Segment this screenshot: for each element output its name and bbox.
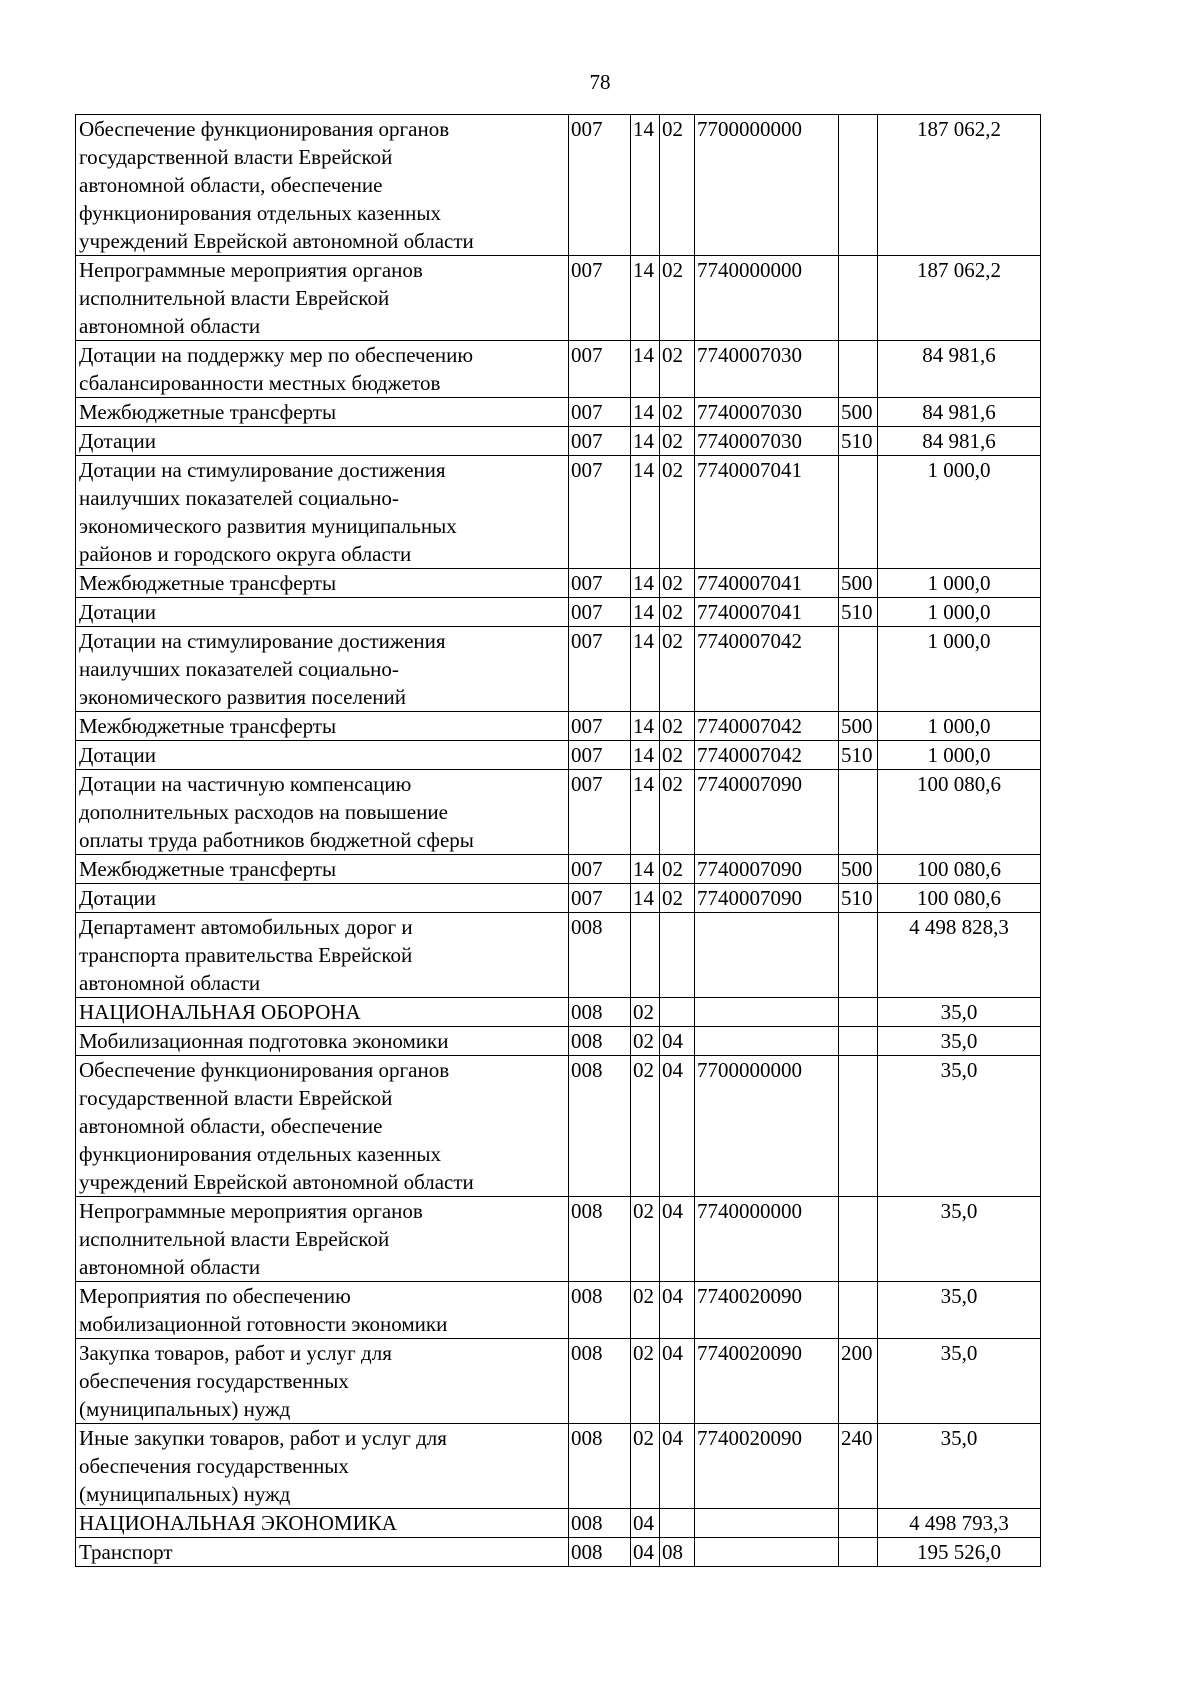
table-row xyxy=(76,1197,1041,1282)
cell-name: Транспорт xyxy=(76,1538,569,1567)
cell-section-code: 02 xyxy=(631,1056,660,1197)
cell-expense-type: 500 xyxy=(839,712,878,741)
cell-expense-type: 500 xyxy=(839,569,878,598)
table-row xyxy=(76,998,1041,1027)
cell-section-code: 14 xyxy=(631,115,660,256)
cell-name: Межбюджетные трансферты xyxy=(76,712,569,741)
cell-amount: 35,0 xyxy=(878,1197,1041,1282)
cell-subsection-code: 08 xyxy=(660,1538,695,1567)
cell-amount: 100 080,6 xyxy=(878,855,1041,884)
cell-amount: 1 000,0 xyxy=(878,741,1041,770)
cell-target-article: 7740007041 xyxy=(695,569,839,598)
cell-amount: 1 000,0 xyxy=(878,456,1041,569)
cell-ministry-code: 007 xyxy=(569,855,631,884)
cell-ministry-code: 008 xyxy=(569,1424,631,1509)
cell-subsection-code: 02 xyxy=(660,770,695,855)
cell-name: Межбюджетные трансферты xyxy=(76,398,569,427)
cell-expense-type: 240 xyxy=(839,1424,878,1509)
table-row xyxy=(76,1027,1041,1056)
cell-section-code: 14 xyxy=(631,712,660,741)
cell-name: Дотации на частичную компенсацию дополнительных расходов на повышение оплаты труда работников бюджетной сферы xyxy=(76,770,569,855)
cell-target-article: 7740007030 xyxy=(695,341,839,398)
cell-name: Дотации на поддержку мер по обеспечению сбалансированности местных бюджетов xyxy=(76,341,569,398)
cell-section-code: 02 xyxy=(631,998,660,1027)
cell-expense-type xyxy=(839,913,878,998)
table-row xyxy=(76,855,1041,884)
cell-amount: 35,0 xyxy=(878,1424,1041,1509)
cell-subsection-code: 04 xyxy=(660,1056,695,1197)
cell-target-article: 7740007090 xyxy=(695,884,839,913)
cell-amount: 84 981,6 xyxy=(878,341,1041,398)
cell-target-article: 7740000000 xyxy=(695,256,839,341)
cell-target-article xyxy=(695,1509,839,1538)
cell-section-code: 02 xyxy=(631,1424,660,1509)
cell-subsection-code: 04 xyxy=(660,1027,695,1056)
cell-name: Дотации на стимулирование достижения наилучших показателей социально- экономического развития муниципальных районов и городского округа области xyxy=(76,456,569,569)
cell-target-article: 7740020090 xyxy=(695,1282,839,1339)
cell-subsection-code xyxy=(660,998,695,1027)
cell-expense-type: 510 xyxy=(839,598,878,627)
table-row xyxy=(76,456,1041,569)
cell-amount: 35,0 xyxy=(878,1339,1041,1424)
cell-target-article xyxy=(695,1027,839,1056)
cell-name: Мобилизационная подготовка экономики xyxy=(76,1027,569,1056)
cell-subsection-code: 04 xyxy=(660,1339,695,1424)
cell-target-article: 7740007041 xyxy=(695,456,839,569)
cell-amount: 35,0 xyxy=(878,1282,1041,1339)
cell-expense-type xyxy=(839,456,878,569)
cell-target-article xyxy=(695,1538,839,1567)
cell-name: Департамент автомобильных дорог и транспорта правительства Еврейской автономной области xyxy=(76,913,569,998)
table-row xyxy=(76,398,1041,427)
cell-ministry-code: 008 xyxy=(569,1282,631,1339)
cell-ministry-code: 008 xyxy=(569,1056,631,1197)
cell-expense-type xyxy=(839,1056,878,1197)
cell-expense-type xyxy=(839,1538,878,1567)
cell-target-article: 7740007030 xyxy=(695,398,839,427)
table-row xyxy=(76,1282,1041,1339)
cell-expense-type xyxy=(839,115,878,256)
cell-subsection-code: 02 xyxy=(660,855,695,884)
cell-ministry-code: 007 xyxy=(569,427,631,456)
cell-target-article: 7700000000 xyxy=(695,1056,839,1197)
table-row xyxy=(76,1538,1041,1567)
cell-amount: 100 080,6 xyxy=(878,770,1041,855)
cell-subsection-code: 02 xyxy=(660,884,695,913)
cell-section-code: 14 xyxy=(631,456,660,569)
cell-target-article xyxy=(695,913,839,998)
cell-ministry-code: 007 xyxy=(569,256,631,341)
cell-subsection-code: 04 xyxy=(660,1197,695,1282)
cell-name: Дотации xyxy=(76,741,569,770)
cell-target-article: 7740007090 xyxy=(695,855,839,884)
cell-section-code: 14 xyxy=(631,855,660,884)
cell-name: НАЦИОНАЛЬНАЯ ЭКОНОМИКА xyxy=(76,1509,569,1538)
cell-subsection-code: 04 xyxy=(660,1282,695,1339)
cell-amount: 187 062,2 xyxy=(878,115,1041,256)
cell-amount: 35,0 xyxy=(878,998,1041,1027)
table-row xyxy=(76,256,1041,341)
cell-ministry-code: 007 xyxy=(569,884,631,913)
page-number: 78 xyxy=(589,70,611,94)
cell-target-article: 7740007042 xyxy=(695,627,839,712)
cell-amount: 1 000,0 xyxy=(878,627,1041,712)
cell-target-article xyxy=(695,998,839,1027)
cell-amount: 35,0 xyxy=(878,1027,1041,1056)
cell-ministry-code: 008 xyxy=(569,1197,631,1282)
cell-amount: 35,0 xyxy=(878,1056,1041,1197)
cell-expense-type xyxy=(839,1027,878,1056)
cell-subsection-code: 02 xyxy=(660,741,695,770)
cell-name: Дотации xyxy=(76,598,569,627)
cell-expense-type xyxy=(839,256,878,341)
cell-ministry-code: 007 xyxy=(569,341,631,398)
table-row xyxy=(76,115,1041,256)
cell-target-article: 7740007042 xyxy=(695,741,839,770)
cell-ministry-code: 008 xyxy=(569,1339,631,1424)
cell-name: Межбюджетные трансферты xyxy=(76,855,569,884)
table-row xyxy=(76,569,1041,598)
cell-expense-type xyxy=(839,770,878,855)
cell-subsection-code: 02 xyxy=(660,256,695,341)
cell-subsection-code xyxy=(660,913,695,998)
cell-amount: 100 080,6 xyxy=(878,884,1041,913)
cell-section-code: 14 xyxy=(631,341,660,398)
cell-name: Иные закупки товаров, работ и услуг для обеспечения государственных (муниципальных) нужд xyxy=(76,1424,569,1509)
cell-ministry-code: 007 xyxy=(569,115,631,256)
table-row xyxy=(76,1339,1041,1424)
cell-amount: 84 981,6 xyxy=(878,427,1041,456)
cell-target-article: 7740000000 xyxy=(695,1197,839,1282)
cell-section-code: 02 xyxy=(631,1027,660,1056)
cell-subsection-code: 02 xyxy=(660,115,695,256)
table-row xyxy=(76,427,1041,456)
cell-section-code xyxy=(631,913,660,998)
cell-ministry-code: 008 xyxy=(569,913,631,998)
cell-section-code: 04 xyxy=(631,1509,660,1538)
cell-subsection-code xyxy=(660,1509,695,1538)
table-row xyxy=(76,1424,1041,1509)
cell-ministry-code: 008 xyxy=(569,998,631,1027)
cell-amount: 195 526,0 xyxy=(878,1538,1041,1567)
table-row xyxy=(76,598,1041,627)
table-row xyxy=(76,341,1041,398)
cell-amount: 84 981,6 xyxy=(878,398,1041,427)
cell-section-code: 14 xyxy=(631,256,660,341)
cell-expense-type xyxy=(839,998,878,1027)
cell-section-code: 02 xyxy=(631,1339,660,1424)
cell-section-code: 14 xyxy=(631,884,660,913)
cell-ministry-code: 007 xyxy=(569,398,631,427)
cell-target-article: 7740020090 xyxy=(695,1424,839,1509)
cell-ministry-code: 007 xyxy=(569,569,631,598)
cell-expense-type: 500 xyxy=(839,855,878,884)
cell-subsection-code: 02 xyxy=(660,712,695,741)
cell-expense-type: 510 xyxy=(839,427,878,456)
cell-section-code: 14 xyxy=(631,627,660,712)
cell-expense-type: 510 xyxy=(839,884,878,913)
cell-ministry-code: 007 xyxy=(569,456,631,569)
table-row xyxy=(76,770,1041,855)
cell-target-article: 7740007042 xyxy=(695,712,839,741)
cell-expense-type: 200 xyxy=(839,1339,878,1424)
cell-name: Дотации на стимулирование достижения наилучших показателей социально- экономического развития поселений xyxy=(76,627,569,712)
cell-section-code: 14 xyxy=(631,398,660,427)
table-row xyxy=(76,1509,1041,1538)
cell-amount: 187 062,2 xyxy=(878,256,1041,341)
cell-name: Обеспечение функционирования органов государственной власти Еврейской автономной области, обеспечение функционирования отдельных казенных учреждений Еврейской автономной области xyxy=(76,1056,569,1197)
table-row xyxy=(76,913,1041,998)
cell-ministry-code: 007 xyxy=(569,627,631,712)
cell-subsection-code: 02 xyxy=(660,427,695,456)
cell-ministry-code: 008 xyxy=(569,1027,631,1056)
cell-section-code: 02 xyxy=(631,1282,660,1339)
cell-section-code: 14 xyxy=(631,569,660,598)
table-row xyxy=(76,884,1041,913)
cell-name: НАЦИОНАЛЬНАЯ ОБОРОНА xyxy=(76,998,569,1027)
cell-section-code: 14 xyxy=(631,427,660,456)
table-row xyxy=(76,741,1041,770)
cell-target-article: 7740007090 xyxy=(695,770,839,855)
table-row xyxy=(76,627,1041,712)
cell-target-article: 7740020090 xyxy=(695,1339,839,1424)
cell-name: Дотации xyxy=(76,884,569,913)
cell-expense-type xyxy=(839,1509,878,1538)
cell-ministry-code: 007 xyxy=(569,770,631,855)
cell-target-article: 7740007041 xyxy=(695,598,839,627)
cell-name: Межбюджетные трансферты xyxy=(76,569,569,598)
table-row xyxy=(76,712,1041,741)
cell-subsection-code: 04 xyxy=(660,1424,695,1509)
cell-ministry-code: 007 xyxy=(569,598,631,627)
cell-section-code: 14 xyxy=(631,770,660,855)
cell-name: Дотации xyxy=(76,427,569,456)
cell-name: Мероприятия по обеспечению мобилизационной готовности экономики xyxy=(76,1282,569,1339)
cell-name: Непрограммные мероприятия органов исполнительной власти Еврейской автономной области xyxy=(76,1197,569,1282)
cell-expense-type: 500 xyxy=(839,398,878,427)
cell-section-code: 14 xyxy=(631,741,660,770)
cell-amount: 1 000,0 xyxy=(878,569,1041,598)
cell-ministry-code: 008 xyxy=(569,1509,631,1538)
table-body xyxy=(76,115,1041,1567)
cell-section-code: 04 xyxy=(631,1538,660,1567)
cell-ministry-code: 007 xyxy=(569,741,631,770)
cell-subsection-code: 02 xyxy=(660,456,695,569)
cell-expense-type xyxy=(839,1282,878,1339)
cell-expense-type xyxy=(839,1197,878,1282)
cell-target-article: 7740007030 xyxy=(695,427,839,456)
cell-amount: 1 000,0 xyxy=(878,598,1041,627)
cell-subsection-code: 02 xyxy=(660,398,695,427)
cell-amount: 4 498 828,3 xyxy=(878,913,1041,998)
cell-subsection-code: 02 xyxy=(660,341,695,398)
cell-ministry-code: 007 xyxy=(569,712,631,741)
cell-target-article: 7700000000 xyxy=(695,115,839,256)
cell-amount: 1 000,0 xyxy=(878,712,1041,741)
cell-section-code: 14 xyxy=(631,598,660,627)
cell-name: Обеспечение функционирования органов государственной власти Еврейской автономной области, обеспечение функционирования отдельных казенных учреждений Еврейской автономной области xyxy=(76,115,569,256)
cell-subsection-code: 02 xyxy=(660,627,695,712)
cell-name: Закупка товаров, работ и услуг для обеспечения государственных (муниципальных) нужд xyxy=(76,1339,569,1424)
cell-expense-type xyxy=(839,627,878,712)
table-row xyxy=(76,1056,1041,1197)
cell-expense-type: 510 xyxy=(839,741,878,770)
cell-ministry-code: 008 xyxy=(569,1538,631,1567)
cell-subsection-code: 02 xyxy=(660,569,695,598)
cell-name: Непрограммные мероприятия органов исполнительной власти Еврейской автономной области xyxy=(76,256,569,341)
budget-table xyxy=(75,114,1041,1567)
cell-subsection-code: 02 xyxy=(660,598,695,627)
cell-amount: 4 498 793,3 xyxy=(878,1509,1041,1538)
cell-section-code: 02 xyxy=(631,1197,660,1282)
cell-expense-type xyxy=(839,341,878,398)
